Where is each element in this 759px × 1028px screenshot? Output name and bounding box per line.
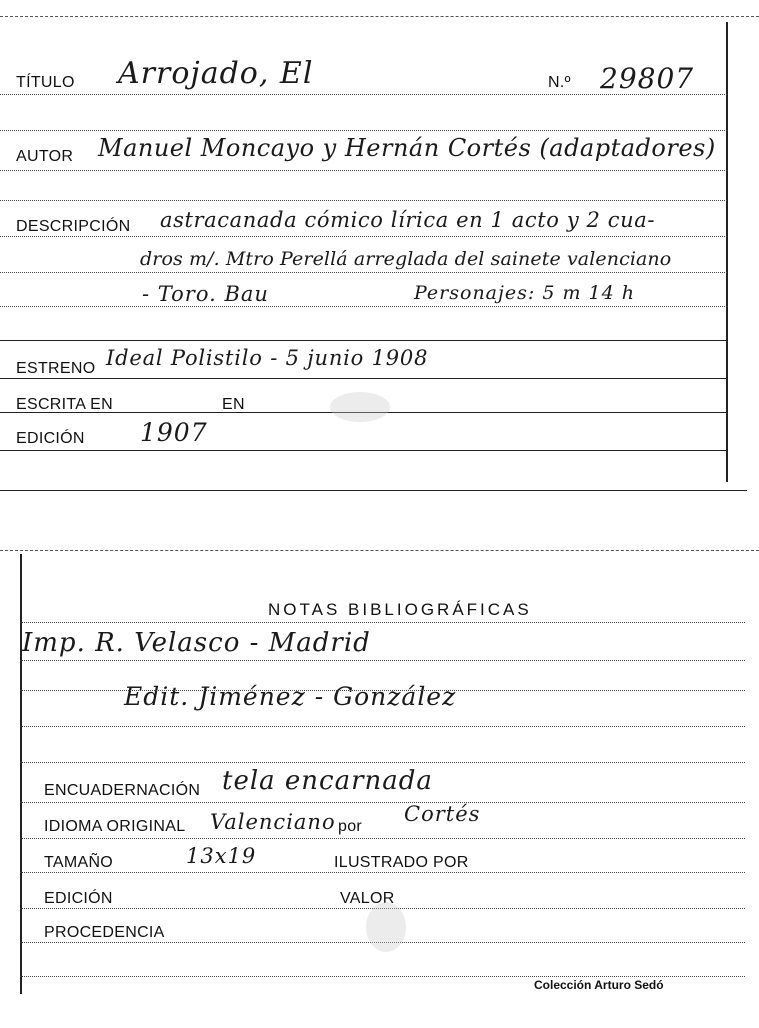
stain-mark bbox=[330, 392, 390, 422]
card-top-edge bbox=[0, 16, 759, 17]
card-top-edge bbox=[0, 550, 759, 551]
label-autor: AUTOR bbox=[16, 148, 74, 165]
rule-bottom bbox=[20, 976, 745, 977]
catalog-card bbox=[0, 0, 759, 500]
label-edicion-2: EDICIÓN bbox=[44, 890, 113, 907]
rule-heading bbox=[20, 622, 745, 623]
rule-imprenta bbox=[20, 660, 745, 661]
value-autor: Manuel Moncayo y Hernán Cortés (adaptadores) bbox=[98, 134, 716, 162]
value-titulo: Arrojado, El bbox=[118, 56, 314, 91]
rule-tamano bbox=[20, 872, 745, 873]
rule-descripcion-3 bbox=[0, 306, 727, 307]
value-descripcion-line1: astracanada cómico lírica en 1 acto y 2 cua- bbox=[160, 208, 656, 232]
heading-notas-bibliograficas: NOTAS BIBLIOGRÁFICAS bbox=[268, 600, 532, 619]
rule-autor bbox=[0, 170, 727, 171]
rule-editor bbox=[20, 726, 745, 727]
label-titulo: TÍTULO bbox=[16, 74, 75, 91]
label-tamano: TAMAÑO bbox=[44, 854, 114, 871]
rule-edicion bbox=[0, 450, 727, 451]
value-edicion: 1907 bbox=[140, 418, 208, 447]
value-editor: Edit. Jiménez - González bbox=[124, 682, 457, 711]
value-personajes: Personajes: 5 m 14 h bbox=[414, 282, 635, 304]
label-encuadernacion: ENCUADERNACIÓN bbox=[44, 782, 201, 799]
stain-mark bbox=[366, 902, 406, 952]
value-numero: 29807 bbox=[600, 62, 695, 95]
rule-titulo bbox=[0, 94, 727, 95]
card-left-border bbox=[20, 554, 22, 994]
label-por: por bbox=[338, 818, 363, 835]
rule-blank-4 bbox=[20, 690, 745, 691]
card-right-border bbox=[726, 22, 728, 482]
label-ilustrado-por: ILUSTRADO POR bbox=[334, 854, 469, 871]
rule-estreno bbox=[0, 378, 727, 379]
rule-blank-1 bbox=[0, 130, 727, 131]
rule-blank-3 bbox=[0, 340, 727, 341]
label-estreno: ESTRENO bbox=[16, 360, 96, 377]
value-estreno: Ideal Polistilo - 5 junio 1908 bbox=[106, 346, 429, 370]
value-descripcion-line2: dros m/. Mtro Perellá arreglada del sainete valenciano bbox=[140, 248, 672, 270]
value-encuadernacion: tela encarnada bbox=[222, 766, 433, 796]
label-procedencia: PROCEDENCIA bbox=[44, 924, 165, 941]
value-idioma-original: Valenciano bbox=[210, 810, 336, 834]
rule-idioma-original bbox=[20, 838, 745, 839]
collection-credit: Colección Arturo Sedó bbox=[534, 978, 664, 992]
card-bottom-edge bbox=[0, 490, 747, 491]
label-descripcion: DESCRIPCIÓN bbox=[16, 218, 131, 235]
value-imprenta: Imp. R. Velasco - Madrid bbox=[22, 628, 371, 658]
label-valor: VALOR bbox=[340, 890, 395, 907]
value-tamano: 13x19 bbox=[186, 844, 257, 868]
rule-encuadernacion bbox=[20, 802, 745, 803]
label-en: EN bbox=[222, 396, 245, 413]
label-idioma-original: IDIOMA ORIGINAL bbox=[44, 818, 186, 835]
bibliographic-card bbox=[0, 540, 759, 1010]
label-numero: N.º bbox=[548, 74, 571, 91]
rule-descripcion-1 bbox=[0, 236, 727, 237]
value-descripcion-line3: - Toro. Bau bbox=[142, 282, 269, 306]
value-autor-original: Cortés bbox=[404, 802, 481, 826]
rule-descripcion-2 bbox=[0, 272, 727, 273]
label-edicion: EDICIÓN bbox=[16, 430, 85, 447]
rule-blank-2 bbox=[0, 200, 727, 201]
rule-blank-5 bbox=[20, 762, 745, 763]
label-escrita-en: ESCRITA EN bbox=[16, 396, 113, 413]
